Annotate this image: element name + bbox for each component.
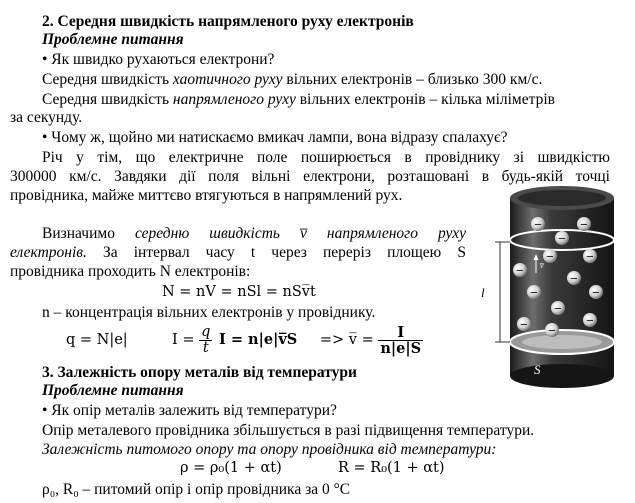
fraction-velocity: $\frac{I}{n|e|S}$ xyxy=(380,323,422,357)
paragraph-directed-speed-cont: за секунду. xyxy=(10,109,83,126)
electron xyxy=(517,317,531,331)
conductor-cylinder-figure xyxy=(478,180,618,395)
svg-text:−: − xyxy=(569,273,579,285)
paragraph-resistance-increase: Опір металевого провідника збільшується в разі підвищення температури. xyxy=(42,422,535,439)
electron xyxy=(577,217,591,231)
svg-text:−: − xyxy=(553,303,563,315)
equation-current: I = $\frac{q}{t}$ I = n|e|v̅S => v̅ = $\frac{I}{n|e|S}$ xyxy=(172,323,422,357)
fraction-q-over-t: $\frac{q}{t}$ xyxy=(201,323,211,356)
question-electron-speed: • Як швидко рухаються електрони? xyxy=(42,51,275,68)
electron xyxy=(545,323,559,337)
electron xyxy=(567,271,581,285)
electron xyxy=(583,249,597,263)
label-area-S: S xyxy=(534,362,541,377)
paragraph-field-line1: Річ у тім, що електричне поле поширюється в провіднику зі швидкістю xyxy=(42,149,610,166)
definition-line1: Визначимо середню швидкість v̅ напрямленого руху xyxy=(42,225,466,242)
label-velocity: v̅ xyxy=(540,261,544,270)
svg-text:−: − xyxy=(529,287,539,299)
concentration-definition: n – концентрація вільних електронів у провіднику. xyxy=(42,304,376,321)
equation-resistance: R = R₀(1 + αt) xyxy=(338,460,445,476)
svg-text:−: − xyxy=(591,287,601,299)
question-resistance: • Як опір металів залежить від температури? xyxy=(42,402,337,419)
equation-electron-count: N = nV = nSl = nSv̅t xyxy=(162,284,316,300)
definition-line2: електронів. За інтервал часу t через переріз площею S xyxy=(10,244,466,261)
section3-subtitle: Проблемне питання xyxy=(42,382,184,399)
electron xyxy=(589,285,603,299)
section2-subtitle: Проблемне питання xyxy=(42,31,184,48)
electron xyxy=(551,301,565,315)
svg-text:−: − xyxy=(585,251,595,263)
paragraph-dependence: Залежність питомого опору та опору провідника від температури: xyxy=(42,441,497,458)
svg-text:−: − xyxy=(579,219,589,231)
section3-title: 3. Залежність опору металів від температури xyxy=(42,364,357,381)
svg-text:−: − xyxy=(545,251,555,263)
svg-text:−: − xyxy=(515,265,525,277)
paragraph-chaotic-speed: Середня швидкість хаотичного руху вільних електронів – близько 300 км/с. xyxy=(42,71,543,88)
electron xyxy=(555,231,569,245)
svg-text:−: − xyxy=(519,319,529,331)
paragraph-field-line3: провідника, майже миттєво втягуються в напрямлений рух. xyxy=(10,187,403,204)
section2-title: 2. Середня швидкість напрямленого руху електронів xyxy=(42,13,414,30)
svg-text:−: − xyxy=(557,233,567,245)
equation-charge: q = N|e| xyxy=(66,332,128,348)
cross-section-bottom xyxy=(510,330,614,354)
paragraph-field-line2: 300000 км/с. Завдяки дії поля вільні електрони, розташовані в будь-якій точці xyxy=(10,168,610,185)
definition-line3: провідника проходить N електронів: xyxy=(10,263,251,280)
paragraph-directed-speed: Середня швидкість напрямленого руху вільних електронів – кілька міліметрів xyxy=(42,91,555,108)
label-length-l: l xyxy=(481,285,485,300)
svg-text:−: − xyxy=(533,219,543,231)
question-lamp: • Чому ж, щойно ми натискаємо вмикач лампи, вона відразу спалахує? xyxy=(42,129,508,146)
svg-text:−: − xyxy=(547,325,557,337)
electron xyxy=(531,217,545,231)
equation-resistivity: ρ = ρ₀(1 + αt) xyxy=(180,460,282,476)
paragraph-rho0-definition: ρ₀, R₀ – питомий опір і опір провідника за 0 °C xyxy=(42,481,351,498)
electron xyxy=(513,263,527,277)
electron xyxy=(543,249,557,263)
electron xyxy=(527,285,541,299)
electron xyxy=(583,313,597,327)
svg-text:−: − xyxy=(585,315,595,327)
dimension-line-l xyxy=(495,242,510,342)
